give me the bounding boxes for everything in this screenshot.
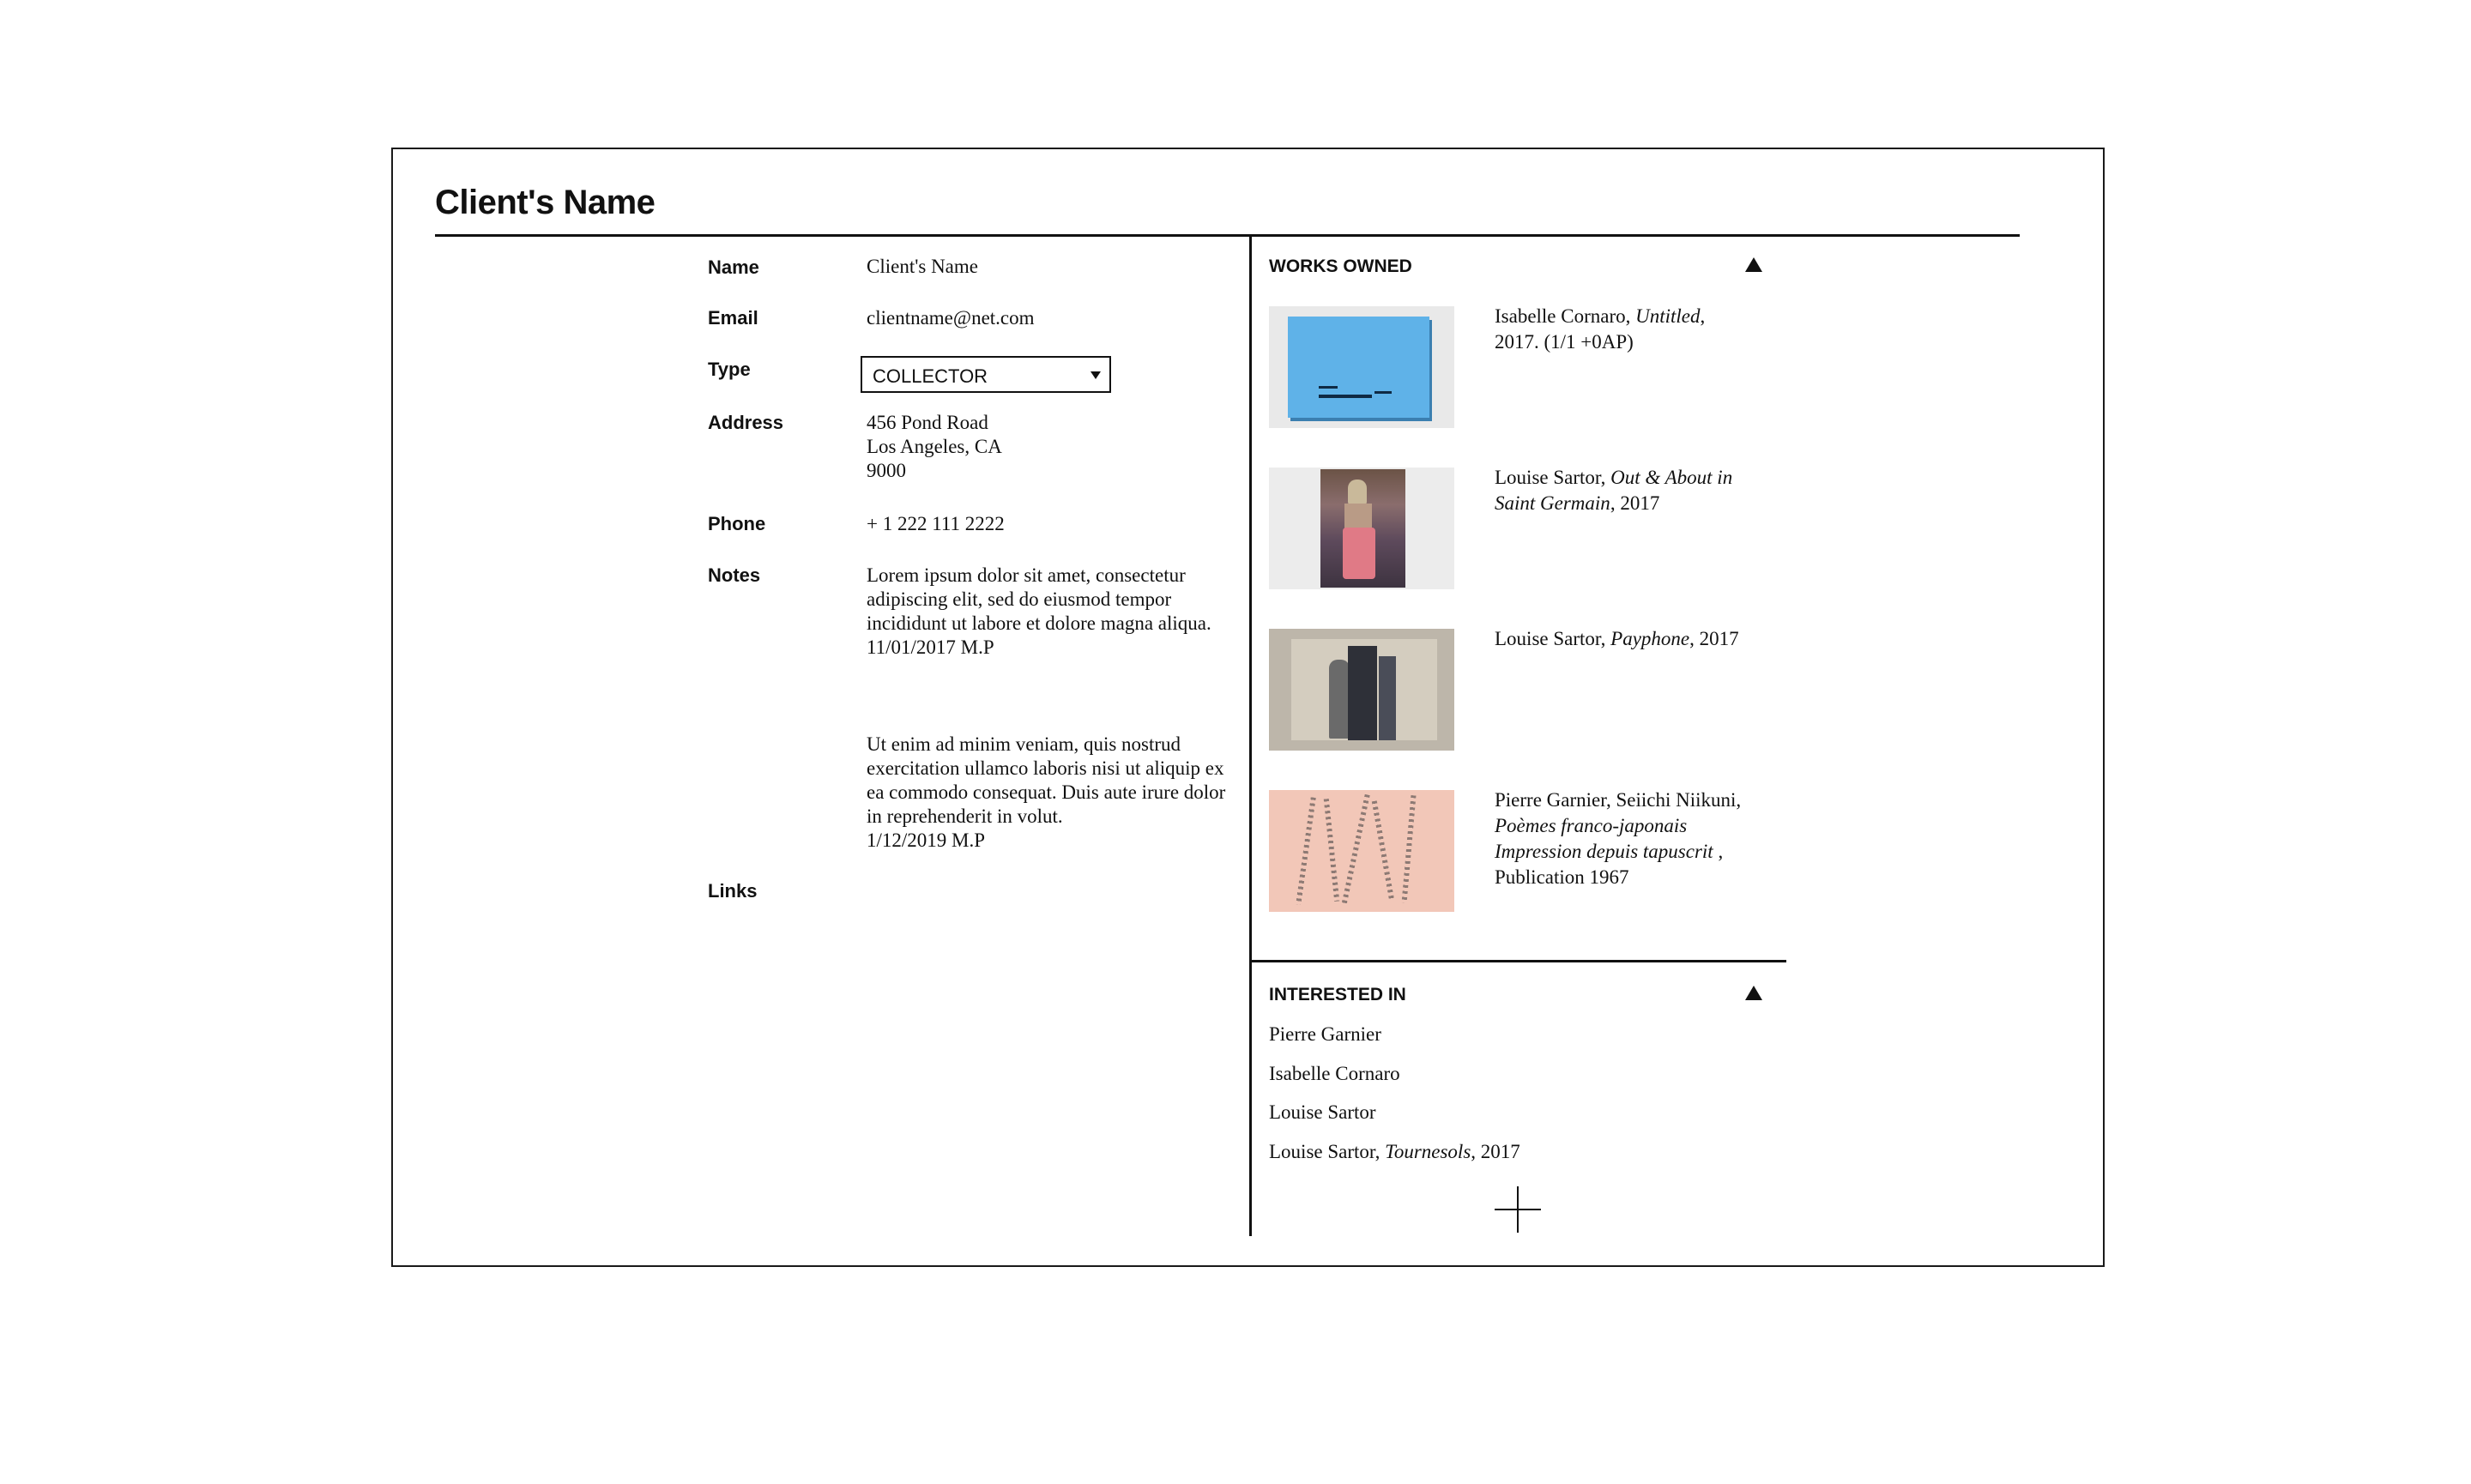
work-artist: Pierre Garnier, Seiichi Niikuni,	[1495, 789, 1742, 811]
collapse-interested-in-icon[interactable]	[1745, 986, 1762, 1000]
type-select-value: COLLECTOR	[873, 365, 988, 387]
client-record-card	[391, 148, 2105, 1267]
note-entry[interactable]: Lorem ipsum dolor sit amet, consectetur adipiscing elit, sed do eiusmod tempor incididunt ut labore et dolore magna aliqua. 11/01/2017 M.P	[867, 564, 1211, 658]
type-label: Type	[708, 359, 751, 380]
address-label: Address	[708, 412, 784, 433]
artwork-image	[1296, 797, 1315, 905]
section-divider	[1249, 960, 1786, 962]
work-title: Payphone	[1610, 628, 1690, 649]
work-title: Out & About in Saint Germain	[1495, 467, 1733, 514]
work-title: Untitled	[1635, 305, 1701, 327]
work-details: , 2017. (1/1 +0AP)	[1495, 305, 1706, 353]
column-divider	[1249, 236, 1252, 1236]
interested-in-heading: INTERESTED IN	[1269, 985, 1406, 1004]
work-artist: Isabelle Cornaro,	[1495, 305, 1636, 327]
interest-item[interactable]: Louise Sartor	[1269, 1101, 1376, 1123]
name-value[interactable]: Client's Name	[867, 256, 978, 277]
work-details: , 2017	[1610, 492, 1660, 514]
email-value[interactable]: clientname@net.com	[867, 307, 1035, 329]
work-thumbnail[interactable]	[1269, 468, 1454, 589]
name-label: Name	[708, 256, 759, 278]
work-artist: Louise Sartor,	[1495, 467, 1611, 488]
work-thumbnail[interactable]	[1269, 790, 1454, 912]
notes-label: Notes	[708, 564, 761, 586]
work-artist: Louise Sartor,	[1495, 628, 1611, 649]
note-entry[interactable]: Ut enim ad minim veniam, quis nostrud exercitation ullamco laboris nisi ut aliquip ex ea commodo consequat. Duis aute irure dolor in reprehenderit in volut. 1/12/2019 M.P	[867, 733, 1226, 851]
work-caption[interactable]	[1495, 626, 1743, 652]
links-label: Links	[708, 880, 758, 902]
work-caption[interactable]	[1495, 465, 1743, 516]
work-details: , 2017	[1689, 628, 1739, 649]
interest-title: Tournesols	[1385, 1141, 1471, 1162]
phone-value[interactable]: + 1 222 111 2222	[867, 513, 1005, 534]
type-select[interactable]	[861, 356, 1111, 393]
address-value[interactable]: 456 Pond Road Los Angeles, CA 9000	[867, 412, 1002, 481]
works-owned-heading: WORKS OWNED	[1269, 256, 1412, 276]
phone-label: Phone	[708, 513, 766, 534]
interest-details: , 2017	[1471, 1141, 1520, 1162]
interest-artist: Louise Sartor,	[1269, 1141, 1386, 1162]
work-caption[interactable]	[1495, 304, 1743, 355]
collapse-works-owned-icon[interactable]	[1745, 257, 1762, 272]
email-label: Email	[708, 307, 758, 329]
work-thumbnail[interactable]	[1269, 306, 1454, 428]
add-interest-button[interactable]	[1495, 1186, 1541, 1233]
work-thumbnail[interactable]	[1269, 629, 1454, 751]
page-title: Client's Name	[435, 184, 656, 221]
title-divider	[435, 234, 2020, 237]
artwork-image	[1288, 317, 1429, 418]
interest-item[interactable]	[1269, 1141, 1520, 1163]
work-caption[interactable]	[1495, 787, 1743, 890]
chevron-down-icon	[1091, 371, 1101, 379]
work-title: Poèmes franco-japonais Impression depuis tapuscrit	[1495, 815, 1713, 862]
work-details: , Publication 1967	[1495, 841, 1724, 888]
interest-item[interactable]: Isabelle Cornaro	[1269, 1063, 1400, 1084]
interest-item[interactable]: Pierre Garnier	[1269, 1023, 1381, 1045]
